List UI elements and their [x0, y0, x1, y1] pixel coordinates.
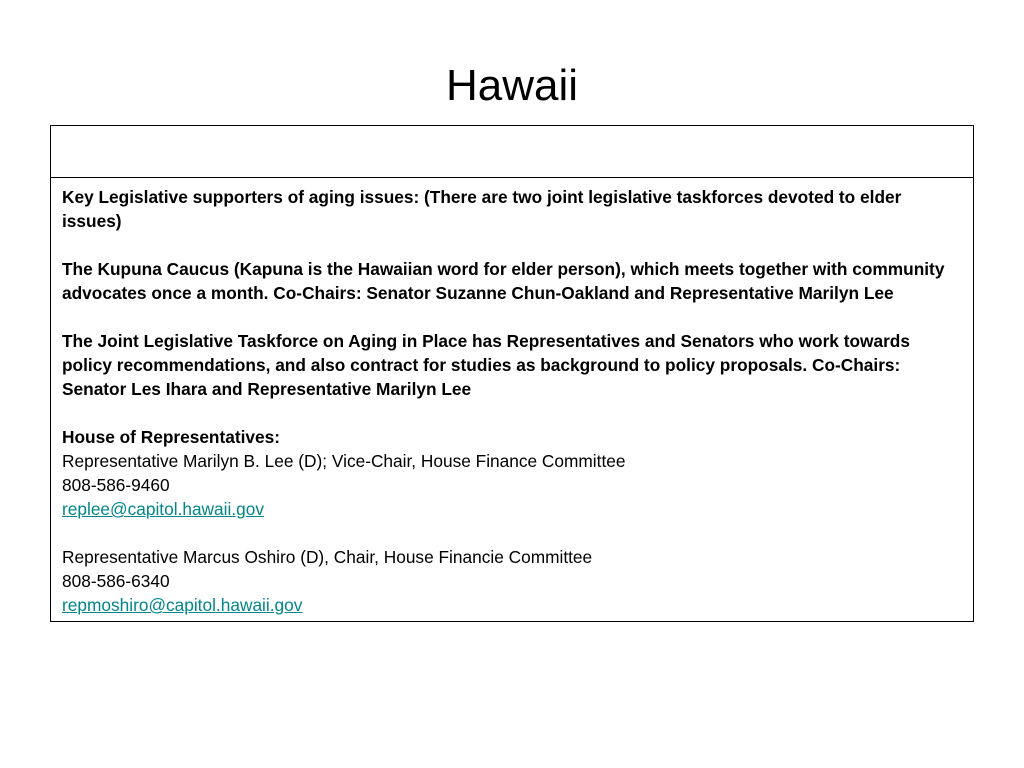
- contact-phone: 808-586-6340: [62, 571, 170, 591]
- contact-name-role: Representative Marilyn B. Lee (D); Vice-Chair, House Finance Committee: [62, 451, 626, 471]
- contact-block: [62, 449, 962, 521]
- intro-paragraph: Key Legislative supporters of aging issues: (There are two joint legislative taskforces devoted to elder issues): [62, 187, 902, 231]
- paragraph-spacer: [62, 521, 962, 545]
- table-body-cell: [51, 178, 973, 621]
- house-heading: House of Representatives:: [62, 427, 280, 447]
- contact-phone: 808-586-9460: [62, 475, 170, 495]
- content-table: [50, 125, 974, 622]
- paragraph-spacer: [62, 233, 962, 257]
- contact-name-role: Representative Marcus Oshiro (D), Chair, House Financie Committee: [62, 547, 593, 567]
- contact-email-link[interactable]: repmoshiro@capitol.hawaii.gov: [62, 595, 303, 615]
- contact-block: [62, 545, 962, 617]
- kupuna-caucus-paragraph: The Kupuna Caucus (Kapuna is the Hawaiian word for elder person), which meets together with community advocates once a month. Co-Chairs: Senator Suzanne Chun-Oakland and Representative Marilyn Lee: [62, 259, 945, 303]
- contact-email-link[interactable]: replee@capitol.hawaii.gov: [62, 499, 264, 519]
- table-header-row: [51, 126, 973, 178]
- paragraph-spacer: [62, 305, 962, 329]
- paragraph-spacer: [62, 401, 962, 425]
- joint-taskforce-paragraph: The Joint Legislative Taskforce on Aging in Place has Representatives and Senators who work towards policy recommendations, and also contract for studies as background to policy proposals. Co-Chairs: Senator Les Ihara and Representative Marilyn Lee: [62, 331, 910, 399]
- slide-title: Hawaii: [445, 61, 579, 110]
